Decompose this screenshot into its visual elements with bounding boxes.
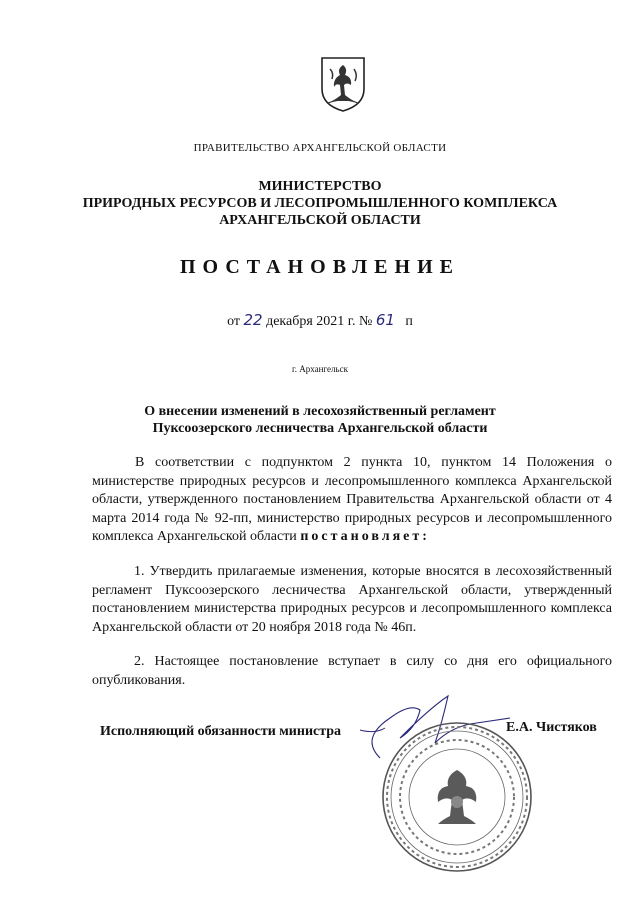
place-of-issue: г. Архангельск — [292, 364, 348, 374]
date-prefix: от — [227, 314, 240, 329]
coat-of-arms-emblem-icon — [318, 55, 368, 113]
date-month-year: декабря 2021 г. № — [266, 314, 373, 329]
decree-item-1: 1. Утвердить прилагаемые изменения, которые вносятся в лесохозяйственный регламент Пуксоозерского лесничества Архангельской области, утвержденный постановлением министерства природных ресурсов и лесопромышленного комплекса Архангельской области от 20 ноября 2018 года № 46п. — [92, 564, 612, 635]
date-day-handwritten: 22 — [243, 311, 263, 329]
ministry-line-2: ПРИРОДНЫХ РЕСУРСОВ И ЛЕСОПРОМЫШЛЕННОГО КОМПЛЕКСА — [82, 196, 558, 211]
decree-item-2: 2. Настоящее постановление вступает в силу со дня его официального опубликования. — [92, 654, 612, 688]
official-round-seal-icon — [380, 720, 535, 875]
preamble-paragraph — [92, 454, 612, 547]
ministry-line-1: МИНИСТЕРСТВО — [258, 179, 382, 194]
signatory-position: Исполняющий обязанности министра — [100, 724, 342, 739]
subject-line-2: Пуксоозерского лесничества Архангельской области — [152, 421, 488, 436]
preamble-text: В соответствии с подпунктом 2 пункта 10, пунктом 14 Положения о министерстве природных ресурсов и лесопромышленного комплекса Архангельской области, утвержденного постановлением Правительства Архангельской области от 4 марта 2014 года № 92-пп, министерство природных ресурсов и лесопромышленного комплекса Архангельской области — [92, 455, 612, 544]
date-number-line — [0, 311, 640, 330]
document-number-handwritten: 61 — [375, 311, 395, 329]
signatory-name: Е.А. Чистяков — [506, 720, 597, 735]
ministry-line-3: АРХАНГЕЛЬСКОЙ ОБЛАСТИ — [219, 213, 421, 228]
government-heading: ПРАВИТЕЛЬСТВО АРХАНГЕЛЬСКОЙ ОБЛАСТИ — [193, 142, 447, 154]
document-subject — [0, 403, 640, 437]
subject-line-1: О внесении изменений в лесохозяйственный регламент — [144, 404, 496, 419]
ministry-heading — [0, 178, 640, 229]
decree-word: постановляет: — [300, 529, 430, 544]
document-type-title: ПОСТАНОВЛЕНИЕ — [180, 256, 460, 278]
number-suffix: п — [405, 314, 413, 329]
